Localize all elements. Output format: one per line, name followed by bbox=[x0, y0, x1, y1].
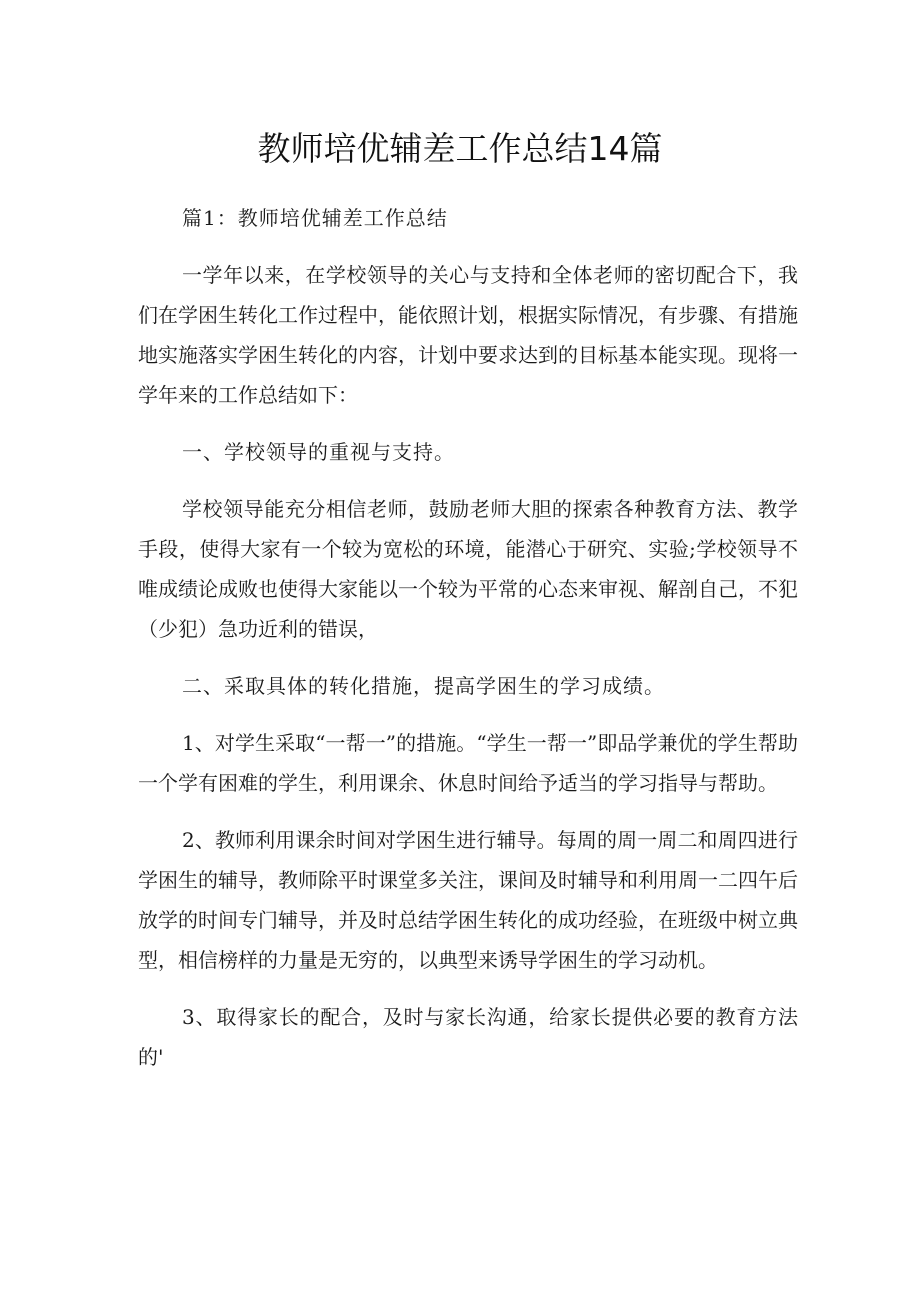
body-paragraph: 3、取得家长的配合，及时与家长沟通，给家长提供必要的教育方法的' bbox=[138, 1005, 798, 1069]
section-heading: 二、采取具体的转化措施，提高学困生的学习成绩。 bbox=[182, 674, 665, 698]
section-heading: 篇1：教师培优辅差工作总结 bbox=[182, 206, 448, 230]
section-heading: 一、学校领导的重视与支持。 bbox=[182, 440, 455, 464]
body-paragraph: 一学年以来，在学校领导的关心与支持和全体老师的密切配合下，我们在学困生转化工作过程中，能依照计划，根据实际情况，有步骤、有措施地实施落实学困生转化的内容，计划中要求达到的目标基本能实现。现将一学年来的工作总结如下： bbox=[138, 263, 798, 407]
body-paragraph: 2、教师利用课余时间对学困生进行辅导。每周的周一周二和周四进行学困生的辅导，教师除平时课堂多关注，课间及时辅导和利用周一二四午后放学的时间专门辅导，并及时总结学困生转化的成功经验，在班级中树立典型，相信榜样的力量是无穷的，以典型来诱导学困生的学习动机。 bbox=[138, 828, 798, 972]
document-body bbox=[138, 198, 798, 1094]
body-paragraph: 1、对学生采取“一帮一”的措施。“学生一帮一”即品学兼优的学生帮助一个学有困难的学生，利用课余、休息时间给予适当的学习指导与帮助。 bbox=[138, 731, 798, 795]
body-paragraph: 学校领导能充分相信老师，鼓励老师大胆的探索各种教育方法、教学手段，使得大家有一个较为宽松的环境，能潜心于研究、实验;学校领导不唯成绩论成败也使得大家能以一个较为平常的心态来审视、解剖自己，不犯（少犯）急功近利的错误， bbox=[138, 497, 798, 641]
document-title: 教师培优辅差工作总结14篇 bbox=[257, 129, 663, 168]
